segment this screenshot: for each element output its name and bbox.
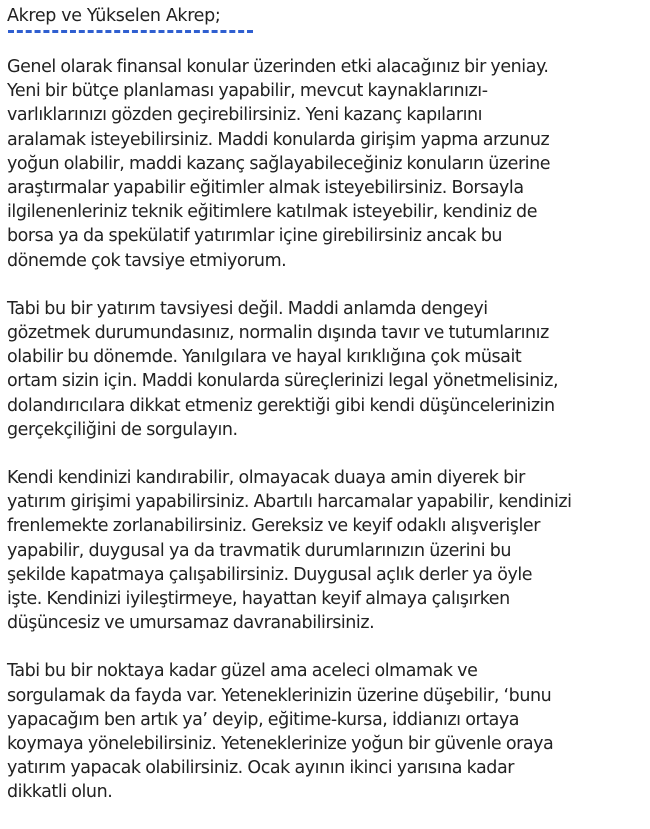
paragraph-line: şekilde kapatmaya çalışabilirsiniz. Duygusal açlık derler ya öyle [7, 564, 533, 585]
paragraph-line: yoğun olabilir, maddi kazanç sağlayabileceğiniz konuların üzerine [7, 153, 551, 174]
heading-dashed-underline [8, 30, 253, 33]
paragraph-line: borsa ya da spekülatif yatırımlar içine girebilirsiniz ancak bu [7, 226, 503, 247]
paragraph-line: dolandırıcılara dikkat etmeniz gerektiği gibi kendi düşüncelerinizin [7, 395, 555, 416]
paragraph-line: işte. Kendinizi iyileştirmeye, hayattan keyif almaya çalışırken [7, 589, 510, 610]
paragraph-line: Genel olarak finansal konular üzerinden etki alacağınız bir yeniay. [7, 57, 549, 77]
paragraph-line: yapacağım ben artık ya’ deyip, eğitime-kursa, iddianızı ortaya [7, 709, 520, 730]
paragraph-line: Tabi bu bir yatırım tavsiyesi değil. Maddi anlamda dengeyi [7, 298, 488, 319]
paragraph-line: yapabilir, duygusal ya da travmatik durumlarınızın üzerini bu [7, 540, 512, 561]
paragraph-line: frenlemekte zorlanabilirsiniz. Gereksiz ve keyif odaklı alışverişler [7, 516, 540, 537]
paragraph-line: dönemde çok tavsiye etmiyorum. [7, 250, 287, 271]
paragraph-1 [7, 55, 643, 273]
paragraph-line: ilgilenenleriniz teknik eğitimlere katılmak isteyebilir, kendiniz de [7, 202, 538, 223]
section-heading: Akrep ve Yükselen Akrep; [7, 6, 221, 26]
paragraph-line: Tabi bu bir noktaya kadar güzel ama aceleci olmamak ve [7, 661, 478, 682]
paragraph-2 [7, 297, 643, 442]
paragraph-line: olabilir bu dönemde. Yanılgılara ve hayal kırıklığına çok müsait [7, 347, 522, 368]
paragraph-3 [7, 466, 643, 635]
paragraph-line: ortam sizin için. Maddi konularda süreçlerinizi legal yönetmelisiniz, [7, 371, 559, 392]
paragraph-line: araştırmalar yapabilir eğitimler almak isteyebilirsiniz. Borsayla [7, 178, 524, 199]
paragraph-line: koymaya yönelebilirsiniz. Yeteneklerinize yoğun bir güvenle oraya [7, 734, 554, 755]
paragraph-line: yatırım girişimi yapabilirsiniz. Abartılı harcamalar yapabilir, kendinizi [7, 492, 572, 513]
article-body [7, 55, 643, 805]
document-page [7, 0, 643, 829]
paragraph-line: gözetmek durumundasınız, normalin dışında tavır ve tutumlarınız [7, 323, 549, 344]
paragraph-line: düşüncesiz ve umursamaz davranabilirsiniz. [7, 613, 375, 634]
paragraph-line: dikkatli olun. [7, 782, 113, 803]
paragraph-line: yatırım yapacak olabilirsiniz. Ocak ayının ikinci yarısına kadar [7, 758, 514, 779]
paragraph-line: sorgulamak da fayda var. Yeteneklerinizin üzerine düşebilir, ‘bunu [7, 685, 552, 706]
paragraph-line: Yeni bir bütçe planlaması yapabilir, mevcut kaynaklarınızı- [7, 81, 488, 102]
paragraph-4 [7, 659, 643, 804]
paragraph-line: varlıklarınızı gözden geçirebilirsiniz. Yeni kazanç kapılarını [7, 105, 483, 126]
paragraph-line: Kendi kendinizi kandırabilir, olmayacak duaya amin diyerek bir [7, 468, 525, 489]
paragraph-line: aralamak isteyebilirsiniz. Maddi konularda girişim yapma arzunuz [7, 129, 550, 150]
paragraph-line: gerçekçiliğini de sorgulayın. [7, 419, 238, 440]
